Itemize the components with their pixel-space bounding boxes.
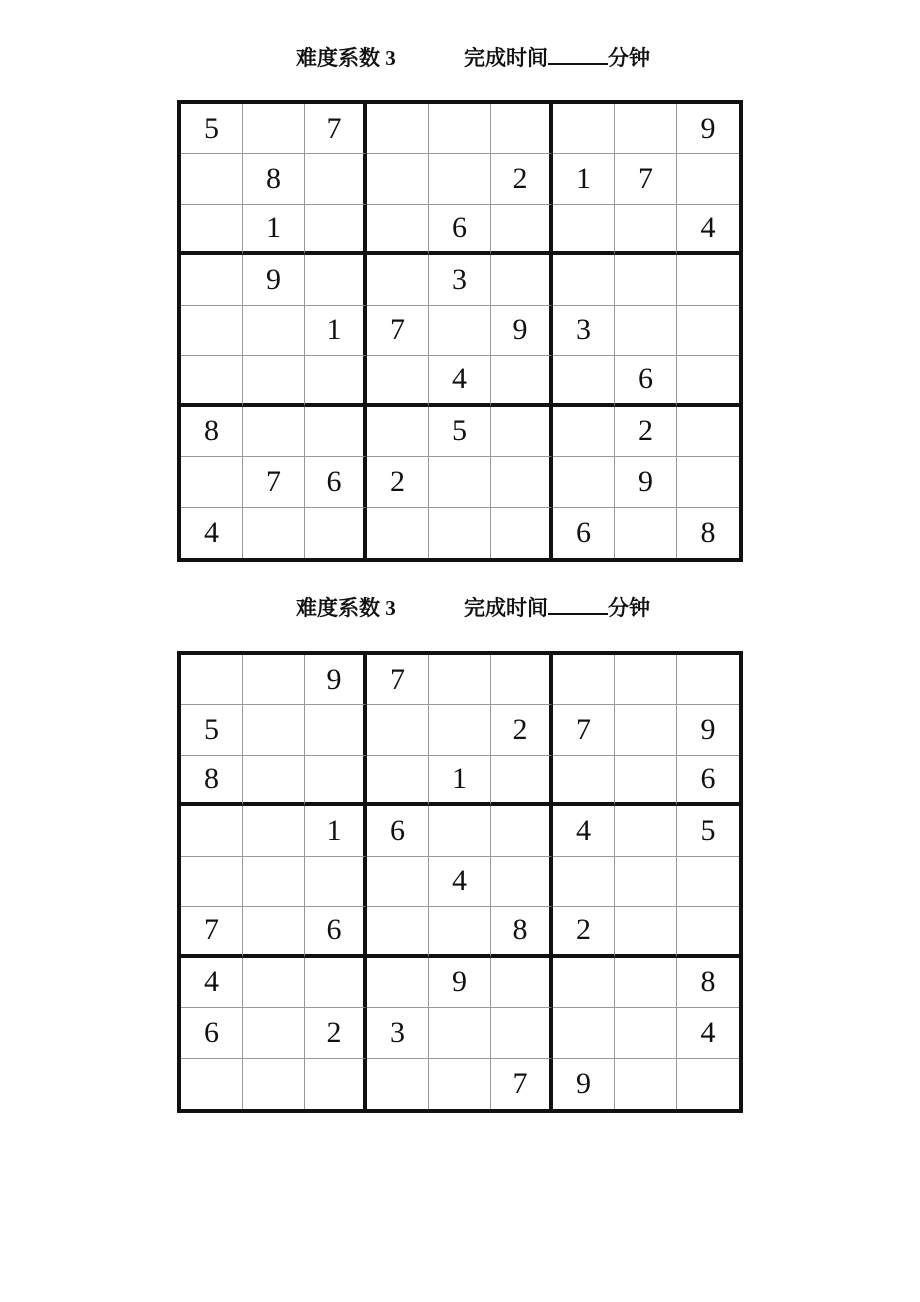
sudoku-cell-given: 6: [367, 806, 429, 856]
sudoku-cell-given: 5: [181, 104, 243, 154]
sudoku-cell-given: 2: [491, 705, 553, 755]
sudoku-cell-empty[interactable]: [491, 104, 553, 154]
sudoku-cell-empty[interactable]: [677, 457, 739, 507]
sudoku-cell-given: 5: [181, 705, 243, 755]
sudoku-cell-empty[interactable]: [429, 1008, 491, 1058]
sudoku-cell-empty[interactable]: [181, 457, 243, 507]
puzzle-heading: [296, 594, 650, 622]
sudoku-cell-empty[interactable]: [367, 154, 429, 204]
sudoku-cell-empty[interactable]: [429, 705, 491, 755]
sudoku-cell-empty[interactable]: [367, 907, 429, 957]
sudoku-cell-empty[interactable]: [429, 508, 491, 558]
sudoku-cell-empty[interactable]: [615, 958, 677, 1008]
sudoku-cell-empty[interactable]: [243, 407, 305, 457]
sudoku-cell-empty[interactable]: [305, 857, 367, 907]
sudoku-cell-empty[interactable]: [553, 407, 615, 457]
sudoku-cell-empty[interactable]: [615, 205, 677, 255]
sudoku-cell-empty[interactable]: [553, 457, 615, 507]
sudoku-cell-empty[interactable]: [367, 958, 429, 1008]
sudoku-cell-empty[interactable]: [553, 356, 615, 406]
sudoku-cell-given: 6: [553, 508, 615, 558]
sudoku-cell-given: 1: [553, 154, 615, 204]
sudoku-cell-given: 1: [429, 756, 491, 806]
sudoku-cell-empty[interactable]: [677, 255, 739, 305]
sudoku-cell-given: 7: [181, 907, 243, 957]
sudoku-cell-empty[interactable]: [181, 857, 243, 907]
sudoku-cell-empty[interactable]: [677, 857, 739, 907]
time-unit: 分钟: [608, 596, 650, 620]
sudoku-cell-given: 1: [305, 806, 367, 856]
sudoku-cell-empty[interactable]: [429, 104, 491, 154]
sudoku-cell-empty[interactable]: [243, 958, 305, 1008]
sudoku-cell-given: 8: [491, 907, 553, 957]
sudoku-cell-given: 3: [553, 306, 615, 356]
sudoku-cell-empty[interactable]: [243, 508, 305, 558]
sudoku-cell-given: 9: [305, 655, 367, 705]
sudoku-cell-given: 4: [181, 958, 243, 1008]
sudoku-cell-empty[interactable]: [305, 255, 367, 305]
sudoku-cell-empty[interactable]: [367, 356, 429, 406]
sudoku-cell-empty[interactable]: [429, 154, 491, 204]
sudoku-cell-empty[interactable]: [491, 356, 553, 406]
sudoku-cell-empty[interactable]: [677, 356, 739, 406]
sudoku-cell-empty[interactable]: [243, 1059, 305, 1109]
sudoku-cell-empty[interactable]: [429, 457, 491, 507]
sudoku-cell-empty[interactable]: [243, 356, 305, 406]
sudoku-cell-given: 9: [615, 457, 677, 507]
sudoku-cell-empty[interactable]: [181, 306, 243, 356]
sudoku-cell-empty[interactable]: [305, 205, 367, 255]
sudoku-cell-empty[interactable]: [615, 255, 677, 305]
sudoku-cell-empty[interactable]: [243, 857, 305, 907]
sudoku-cell-empty[interactable]: [243, 756, 305, 806]
sudoku-cell-empty[interactable]: [491, 857, 553, 907]
sudoku-cell-given: 8: [243, 154, 305, 204]
sudoku-cell-empty[interactable]: [677, 655, 739, 705]
sudoku-cell-empty[interactable]: [677, 407, 739, 457]
sudoku-cell-given: 6: [305, 907, 367, 957]
sudoku-cell-empty[interactable]: [181, 205, 243, 255]
sudoku-cell-empty[interactable]: [553, 756, 615, 806]
sudoku-cell-empty[interactable]: [243, 104, 305, 154]
sudoku-cell-given: 2: [615, 407, 677, 457]
sudoku-cell-given: 4: [181, 508, 243, 558]
time-unit: 分钟: [608, 46, 650, 70]
sudoku-cell-empty[interactable]: [429, 1059, 491, 1109]
sudoku-cell-empty[interactable]: [615, 306, 677, 356]
sudoku-cell-given: 5: [677, 806, 739, 856]
sudoku-cell-empty[interactable]: [243, 907, 305, 957]
sudoku-cell-given: 4: [677, 1008, 739, 1058]
sudoku-cell-empty[interactable]: [367, 205, 429, 255]
sudoku-cell-empty[interactable]: [677, 154, 739, 204]
sudoku-cell-given: 6: [305, 457, 367, 507]
sudoku-cell-given: 8: [181, 407, 243, 457]
sudoku-cell-empty[interactable]: [677, 907, 739, 957]
sudoku-cell-empty[interactable]: [305, 407, 367, 457]
sudoku-grid: [177, 651, 743, 1113]
sudoku-cell-empty[interactable]: [615, 1059, 677, 1109]
sudoku-cell-given: 6: [429, 205, 491, 255]
sudoku-cell-empty[interactable]: [429, 907, 491, 957]
sudoku-cell-empty[interactable]: [491, 457, 553, 507]
sudoku-cell-empty[interactable]: [305, 508, 367, 558]
sudoku-cell-empty[interactable]: [429, 806, 491, 856]
time-blank[interactable]: [548, 595, 608, 615]
sudoku-cell-empty[interactable]: [677, 306, 739, 356]
sudoku-cell-empty[interactable]: [243, 705, 305, 755]
sudoku-cell-empty[interactable]: [243, 655, 305, 705]
sudoku-cell-empty[interactable]: [367, 508, 429, 558]
sudoku-cell-given: 9: [677, 104, 739, 154]
sudoku-cell-given: 6: [615, 356, 677, 406]
sudoku-cell-empty[interactable]: [305, 1059, 367, 1109]
sudoku-cell-given: 7: [553, 705, 615, 755]
sudoku-cell-empty[interactable]: [553, 205, 615, 255]
sudoku-cell-empty[interactable]: [305, 756, 367, 806]
sudoku-cell-empty[interactable]: [491, 255, 553, 305]
sudoku-cell-empty[interactable]: [553, 958, 615, 1008]
sudoku-cell-given: 2: [491, 154, 553, 204]
sudoku-cell-empty[interactable]: [491, 756, 553, 806]
sudoku-cell-given: 4: [553, 806, 615, 856]
sudoku-cell-empty[interactable]: [367, 857, 429, 907]
sudoku-cell-given: 2: [305, 1008, 367, 1058]
sudoku-cell-empty[interactable]: [491, 508, 553, 558]
sudoku-cell-given: 9: [491, 306, 553, 356]
sudoku-cell-given: 9: [553, 1059, 615, 1109]
sudoku-cell-empty[interactable]: [243, 306, 305, 356]
sudoku-cell-empty[interactable]: [491, 407, 553, 457]
sudoku-cell-empty[interactable]: [305, 705, 367, 755]
sudoku-grid: [177, 100, 743, 562]
sudoku-cell-empty[interactable]: [305, 958, 367, 1008]
sudoku-cell-empty[interactable]: [367, 705, 429, 755]
sudoku-cell-empty[interactable]: [553, 255, 615, 305]
sudoku-cell-given: 6: [181, 1008, 243, 1058]
sudoku-cell-empty[interactable]: [491, 655, 553, 705]
sudoku-cell-given: 7: [615, 154, 677, 204]
sudoku-cell-given: 7: [491, 1059, 553, 1109]
sudoku-cell-given: 4: [429, 857, 491, 907]
sudoku-cell-given: 8: [677, 958, 739, 1008]
sudoku-cell-given: 8: [181, 756, 243, 806]
sudoku-cell-empty[interactable]: [367, 1059, 429, 1109]
sudoku-cell-empty[interactable]: [305, 356, 367, 406]
sudoku-cell-given: 7: [367, 306, 429, 356]
sudoku-cell-empty[interactable]: [615, 857, 677, 907]
sudoku-cell-given: 9: [429, 958, 491, 1008]
sudoku-cell-empty[interactable]: [615, 756, 677, 806]
sudoku-cell-empty[interactable]: [491, 1008, 553, 1058]
sudoku-cell-empty[interactable]: [367, 407, 429, 457]
sudoku-cell-empty[interactable]: [181, 806, 243, 856]
sudoku-cell-empty[interactable]: [181, 1059, 243, 1109]
sudoku-cell-empty[interactable]: [367, 756, 429, 806]
sudoku-cell-empty[interactable]: [181, 356, 243, 406]
sudoku-cell-empty[interactable]: [615, 907, 677, 957]
sudoku-cell-given: 4: [677, 205, 739, 255]
sudoku-cell-empty[interactable]: [491, 205, 553, 255]
sudoku-cell-given: 1: [243, 205, 305, 255]
sudoku-cell-empty[interactable]: [243, 806, 305, 856]
sudoku-cell-empty[interactable]: [553, 1008, 615, 1058]
sudoku-cell-given: 9: [243, 255, 305, 305]
sudoku-cell-empty[interactable]: [553, 857, 615, 907]
sudoku-cell-given: 1: [305, 306, 367, 356]
sudoku-cell-empty[interactable]: [615, 1008, 677, 1058]
sudoku-cell-empty[interactable]: [615, 655, 677, 705]
sudoku-cell-empty[interactable]: [181, 154, 243, 204]
sudoku-cell-given: 8: [700, 515, 716, 549]
sudoku-cell-empty[interactable]: [491, 806, 553, 856]
sudoku-cell-given: 7: [367, 655, 429, 705]
sudoku-cell-empty[interactable]: [615, 508, 677, 558]
sudoku-cell-given: 4: [429, 356, 491, 406]
sudoku-cell-empty[interactable]: [429, 655, 491, 705]
sudoku-cell-given: 3: [429, 255, 491, 305]
difficulty-label: 难度系数 3: [296, 46, 396, 70]
sudoku-cell-given: 6: [677, 756, 739, 806]
time-label: 完成时间: [464, 596, 548, 620]
sudoku-cell-empty[interactable]: [553, 655, 615, 705]
sudoku-cell-given: 7: [243, 457, 305, 507]
sudoku-cell-empty[interactable]: [553, 104, 615, 154]
time-blank[interactable]: [548, 45, 608, 65]
sudoku-cell-given: 2: [367, 457, 429, 507]
puzzle-heading: [296, 44, 650, 72]
time-label: 完成时间: [464, 46, 548, 70]
sudoku-cell-given: 2: [553, 907, 615, 957]
sudoku-cell-empty[interactable]: [615, 705, 677, 755]
sudoku-cell-empty[interactable]: [181, 655, 243, 705]
sudoku-cell-empty[interactable]: [491, 958, 553, 1008]
sudoku-cell-given: 9: [677, 705, 739, 755]
sudoku-cell-empty[interactable]: [615, 806, 677, 856]
sudoku-cell-empty[interactable]: [429, 306, 491, 356]
sudoku-cell-given: 3: [367, 1008, 429, 1058]
sudoku-cell-empty[interactable]: [305, 154, 367, 204]
sudoku-cell-given: 7: [305, 104, 367, 154]
difficulty-label: 难度系数 3: [296, 596, 396, 620]
sudoku-cell-empty[interactable]: [615, 104, 677, 154]
sudoku-cell-empty[interactable]: [243, 1008, 305, 1058]
sudoku-cell-given: 5: [429, 407, 491, 457]
sudoku-cell-empty[interactable]: [367, 104, 429, 154]
sudoku-cell-empty[interactable]: [367, 255, 429, 305]
sudoku-cell-empty[interactable]: [677, 1059, 739, 1109]
sudoku-cell-empty[interactable]: [181, 255, 243, 305]
